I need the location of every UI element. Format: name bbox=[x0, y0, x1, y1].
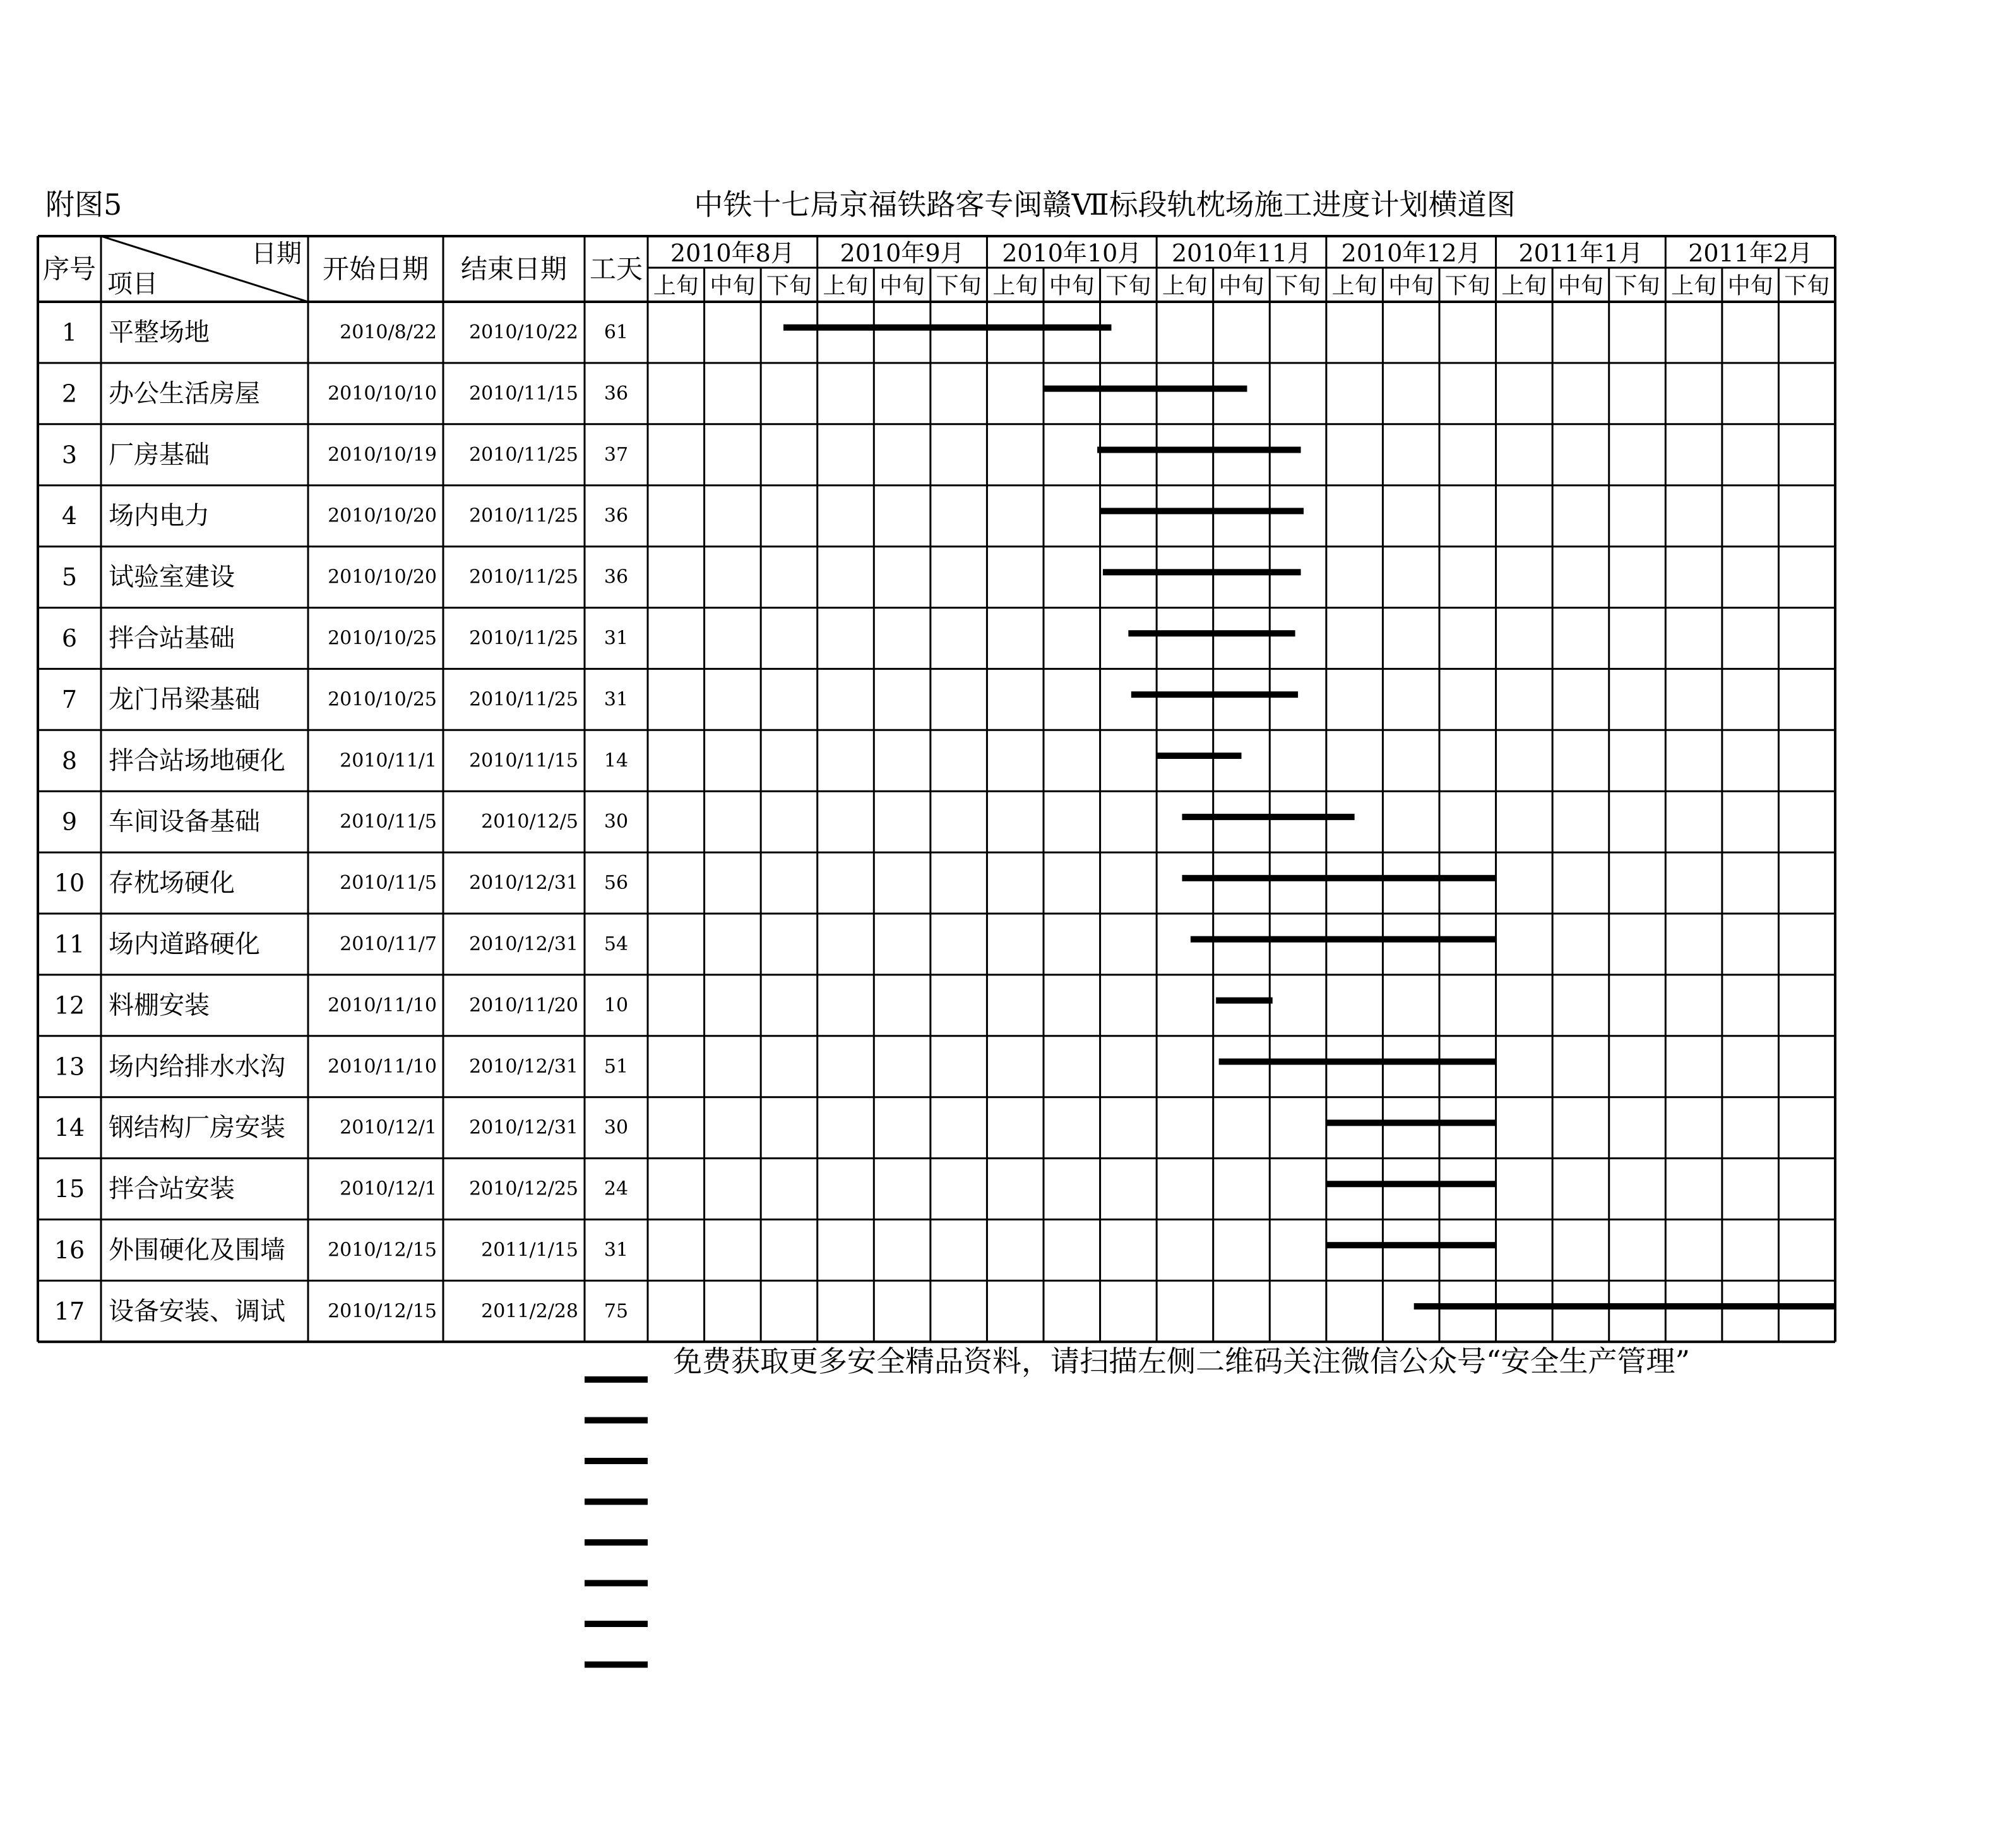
row-item-name: 钢结构厂房安装 bbox=[109, 1113, 285, 1143]
row-start-date: 2010/11/1 bbox=[340, 749, 437, 772]
row-item-name: 料棚安装 bbox=[109, 991, 210, 1020]
header-date-diag: 日期 bbox=[251, 239, 302, 268]
decade-label: 中旬 bbox=[1727, 273, 1773, 299]
row-days: 37 bbox=[604, 443, 629, 466]
month-label: 2011年1月 bbox=[1518, 239, 1643, 267]
row-days: 36 bbox=[604, 382, 629, 405]
month-label: 2011年2月 bbox=[1688, 239, 1813, 267]
month-label: 2010年12月 bbox=[1341, 239, 1481, 267]
row-days: 31 bbox=[604, 688, 629, 711]
row-item-name: 拌合站安装 bbox=[109, 1174, 235, 1204]
month-label: 2010年8月 bbox=[670, 239, 795, 267]
row-start-date: 2010/11/10 bbox=[328, 1055, 437, 1078]
legend-dash bbox=[585, 1417, 648, 1424]
decade-label: 下旬 bbox=[1105, 273, 1151, 299]
legend-dash bbox=[585, 1580, 648, 1587]
decade-label: 上旬 bbox=[992, 273, 1038, 299]
row-number: 4 bbox=[61, 502, 78, 530]
row-end-date: 2010/12/31 bbox=[469, 872, 578, 895]
row-item-name: 拌合站场地硬化 bbox=[109, 746, 285, 775]
row-item-name: 车间设备基础 bbox=[109, 807, 260, 837]
header-days: 工天 bbox=[589, 253, 643, 285]
row-days: 14 bbox=[604, 749, 629, 772]
row-start-date: 2010/11/5 bbox=[340, 811, 437, 833]
page-title: 中铁十七局京福铁路客专闽赣Ⅶ标段轨枕场施工进度计划横道图 bbox=[694, 188, 1516, 222]
row-end-date: 2010/11/25 bbox=[469, 566, 578, 588]
row-end-date: 2010/11/15 bbox=[469, 382, 578, 405]
row-days: 54 bbox=[604, 933, 629, 955]
row-end-date: 2010/11/15 bbox=[469, 749, 578, 772]
decade-label: 上旬 bbox=[1331, 273, 1377, 299]
row-number: 16 bbox=[54, 1236, 85, 1264]
row-start-date: 2010/12/1 bbox=[340, 1116, 437, 1139]
row-end-date: 2010/10/22 bbox=[469, 321, 578, 343]
row-end-date: 2010/12/31 bbox=[469, 933, 578, 955]
row-item-name: 试验室建设 bbox=[109, 563, 235, 592]
row-start-date: 2010/10/10 bbox=[328, 382, 437, 405]
legend-dash bbox=[585, 1539, 648, 1546]
row-item-name: 平整场地 bbox=[109, 318, 210, 347]
row-item-name: 办公生活房屋 bbox=[109, 379, 260, 408]
decade-label: 上旬 bbox=[1501, 273, 1547, 299]
row-days: 36 bbox=[604, 566, 629, 588]
row-days: 30 bbox=[604, 811, 629, 833]
row-end-date: 2011/2/28 bbox=[481, 1300, 578, 1323]
decade-label: 上旬 bbox=[823, 273, 869, 299]
decade-label: 下旬 bbox=[1275, 273, 1321, 299]
row-start-date: 2010/12/15 bbox=[328, 1239, 437, 1261]
decade-label: 下旬 bbox=[1784, 273, 1830, 299]
row-start-date: 2010/10/20 bbox=[328, 566, 437, 588]
decade-label: 中旬 bbox=[879, 273, 925, 299]
header-start: 开始日期 bbox=[322, 253, 429, 285]
row-end-date: 2010/11/25 bbox=[469, 627, 578, 650]
legend-dash bbox=[585, 1621, 648, 1627]
header-end: 结束日期 bbox=[460, 253, 568, 285]
decade-label: 中旬 bbox=[1388, 273, 1434, 299]
decade-label: 上旬 bbox=[653, 273, 699, 299]
row-start-date: 2010/12/1 bbox=[340, 1177, 437, 1200]
row-start-date: 2010/11/7 bbox=[340, 933, 437, 955]
figure-label: 附图5 bbox=[45, 188, 122, 222]
row-end-date: 2010/11/25 bbox=[469, 504, 578, 527]
row-end-date: 2010/11/20 bbox=[469, 994, 578, 1016]
row-days: 75 bbox=[604, 1300, 629, 1323]
row-start-date: 2010/8/22 bbox=[340, 321, 437, 343]
row-end-date: 2010/12/31 bbox=[469, 1116, 578, 1139]
header-seq: 序号 bbox=[42, 253, 97, 285]
decade-label: 上旬 bbox=[1671, 273, 1717, 299]
row-end-date: 2011/1/15 bbox=[481, 1239, 578, 1261]
row-item-name: 设备安装、调试 bbox=[109, 1296, 285, 1326]
row-item-name: 场内电力 bbox=[109, 501, 210, 531]
row-start-date: 2010/10/25 bbox=[328, 627, 437, 650]
row-item-name: 存枕场硬化 bbox=[109, 868, 235, 898]
row-number: 1 bbox=[61, 318, 78, 347]
row-days: 61 bbox=[604, 321, 629, 343]
header-item-diag: 项目 bbox=[107, 270, 158, 299]
month-label: 2010年11月 bbox=[1171, 239, 1312, 267]
decade-label: 中旬 bbox=[1557, 273, 1603, 299]
row-number: 3 bbox=[61, 441, 78, 469]
decade-label: 中旬 bbox=[710, 273, 756, 299]
row-end-date: 2010/12/5 bbox=[481, 811, 578, 833]
row-item-name: 拌合站基础 bbox=[109, 623, 235, 653]
row-days: 10 bbox=[604, 994, 629, 1016]
decade-label: 下旬 bbox=[766, 273, 812, 299]
row-number: 11 bbox=[54, 930, 85, 958]
row-start-date: 2010/12/15 bbox=[328, 1300, 437, 1323]
row-item-name: 厂房基础 bbox=[109, 440, 210, 470]
row-days: 31 bbox=[604, 627, 629, 650]
decade-label: 下旬 bbox=[1614, 273, 1660, 299]
row-end-date: 2010/12/31 bbox=[469, 1055, 578, 1078]
row-start-date: 2010/11/5 bbox=[340, 872, 437, 895]
row-number: 2 bbox=[61, 379, 78, 408]
legend-dash bbox=[585, 1499, 648, 1505]
decade-label: 中旬 bbox=[1049, 273, 1095, 299]
row-days: 31 bbox=[604, 1239, 629, 1261]
row-days: 56 bbox=[604, 872, 629, 895]
row-end-date: 2010/12/25 bbox=[469, 1177, 578, 1200]
row-days: 24 bbox=[604, 1177, 629, 1200]
row-number: 7 bbox=[61, 685, 78, 713]
row-number: 14 bbox=[54, 1114, 85, 1142]
decade-label: 上旬 bbox=[1162, 273, 1208, 299]
row-number: 10 bbox=[54, 869, 85, 897]
row-start-date: 2010/10/25 bbox=[328, 688, 437, 711]
decade-label: 中旬 bbox=[1218, 273, 1264, 299]
month-label: 2010年9月 bbox=[840, 239, 965, 267]
row-number: 5 bbox=[61, 563, 78, 592]
row-start-date: 2010/11/10 bbox=[328, 994, 437, 1016]
row-days: 30 bbox=[604, 1116, 629, 1139]
footer-note: 免费获取更多安全精品资料，请扫描左侧二维码关注微信公众号“安全生产管理” bbox=[673, 1344, 1691, 1378]
month-label: 2010年10月 bbox=[1002, 239, 1142, 267]
row-days: 51 bbox=[604, 1055, 629, 1078]
decade-label: 下旬 bbox=[1444, 273, 1490, 299]
row-days: 36 bbox=[604, 504, 629, 527]
row-number: 9 bbox=[61, 808, 78, 836]
legend-dash bbox=[585, 1458, 648, 1464]
row-number: 12 bbox=[54, 991, 85, 1020]
row-item-name: 场内给排水水沟 bbox=[109, 1052, 285, 1082]
row-end-date: 2010/11/25 bbox=[469, 688, 578, 711]
row-number: 6 bbox=[61, 624, 78, 652]
row-start-date: 2010/10/20 bbox=[328, 504, 437, 527]
row-end-date: 2010/11/25 bbox=[469, 443, 578, 466]
row-start-date: 2010/10/19 bbox=[328, 443, 437, 466]
row-number: 17 bbox=[54, 1297, 85, 1325]
legend-dash bbox=[585, 1376, 648, 1383]
decade-label: 下旬 bbox=[936, 273, 982, 299]
row-number: 15 bbox=[54, 1175, 85, 1203]
row-item-name: 外围硬化及围墙 bbox=[109, 1235, 285, 1265]
row-number: 8 bbox=[61, 746, 78, 775]
row-item-name: 龙门吊梁基础 bbox=[109, 684, 260, 714]
legend-dash bbox=[585, 1662, 648, 1668]
row-number: 13 bbox=[54, 1052, 85, 1081]
row-item-name: 场内道路硬化 bbox=[109, 929, 260, 959]
